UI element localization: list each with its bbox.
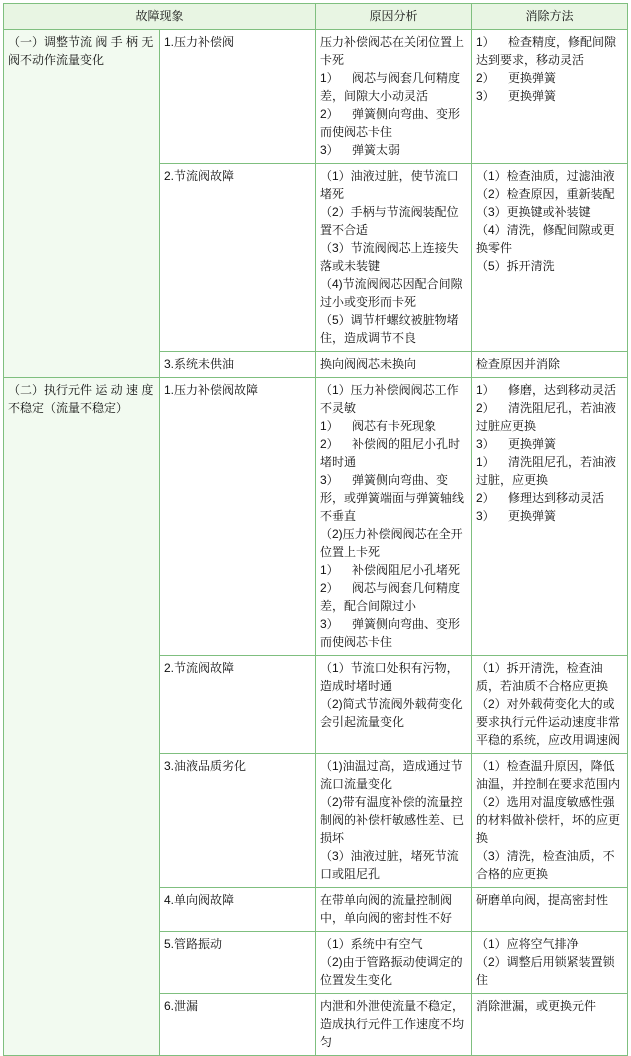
fix-cell (472, 994, 628, 1056)
subitem-cell: 3.系统未供油 (160, 352, 316, 378)
category-cell: （一）调整节流 阀 手 柄 无阀不动作流量变化 (4, 30, 160, 378)
cause-line: （2)带有温度补偿的流量控制阀的补偿杆敏感性差、已损坏 (320, 795, 465, 845)
cause-cell (316, 656, 472, 754)
column-header-cause: 原因分析 (316, 4, 472, 30)
fix-cell (472, 352, 628, 378)
table-body (4, 30, 628, 1056)
fix-cell (472, 656, 628, 754)
fix-line: 2） 清洗阻尼孔，若油液过脏应更换 (476, 401, 617, 433)
fix-cell (472, 932, 628, 994)
cause-line: （3）节流阀阀芯上连接失落或未装键 (320, 241, 459, 273)
cause-line: 1） 补偿阀阻尼小孔堵死 (320, 563, 461, 577)
cause-line: （1)油温过高，造成通过节流口流量变化 (320, 759, 463, 791)
table-row (4, 378, 628, 656)
cause-cell (316, 352, 472, 378)
fix-line: 检查原因并消除 (476, 357, 561, 371)
cause-line: （2)压力补偿阀阀芯在全开位置上卡死 (320, 527, 463, 559)
column-header-fix: 消除方法 (472, 4, 628, 30)
fix-line: 1） 清洗阻尼孔，若油液过脏，应更换 (476, 455, 617, 487)
cause-line: 3） 弹簧侧向弯曲、变形而使阀芯卡住 (320, 617, 461, 649)
fix-line: （2）检查原因，重新装配 (476, 187, 615, 201)
cause-line: （1）节流口处积有污物，造成时堵时通 (320, 661, 459, 693)
fix-line: （2）选用对温度敏感性强的材料做补偿杆，坏的应更换 (476, 795, 621, 845)
fix-line: （5）拆开清洗 (476, 259, 555, 273)
cause-cell (316, 888, 472, 932)
fix-line: 1） 检查精度，修配间隙达到要求，移动灵活 (476, 35, 617, 67)
fix-line: （3）清洗，检查油质，不合格的应更换 (476, 849, 615, 881)
column-header-phenomenon: 故障现象 (4, 4, 316, 30)
cause-line: （2）手柄与节流阀装配位置不合适 (320, 205, 459, 237)
cause-line: 换向阀阀芯未换向 (320, 357, 417, 371)
subitem-cell: 6.泄漏 (160, 994, 316, 1056)
cause-line: （1）压力补偿阀阀芯工作不灵敏 (320, 383, 459, 415)
fault-analysis-table (3, 3, 628, 1056)
fix-line: 研磨单向阀，提高密封性 (476, 893, 609, 907)
subitem-cell: 2.节流阀故障 (160, 656, 316, 754)
cause-line: （1）系统中有空气 (320, 937, 423, 951)
cause-line: 压力补偿阀芯在关闭位置上卡死 (320, 35, 465, 67)
fix-line: （1）拆开清洗，检查油质，若油质不合格应更换 (476, 661, 609, 693)
fix-line: （3）更换键或补装键 (476, 205, 591, 219)
cause-line: （5）调节杆螺纹被脏物堵住，造成调节不良 (320, 313, 459, 345)
cause-cell (316, 932, 472, 994)
document-page (0, 3, 631, 1056)
fix-line: （2）对外载荷变化大的或要求执行元件运动速度非常平稳的系统，应改用调速阀 (476, 697, 621, 747)
cause-cell (316, 30, 472, 164)
cause-cell (316, 164, 472, 352)
fix-line: （1）应将空气排净 (476, 937, 579, 951)
cause-line: （2)简式节流阀外载荷变化会引起流量变化 (320, 697, 463, 729)
fix-line: 3） 更换弹簧 (476, 437, 557, 451)
cause-line: （4)节流阀阀芯因配合间隙过小或变形而卡死 (320, 277, 463, 309)
fix-line: （2）调整后用锁紧装置锁住 (476, 955, 615, 987)
fix-line: （4）清洗，修配间隙或更换零件 (476, 223, 615, 255)
cause-line: 在带单向阀的流量控制阀中，单向阀的密封性不好 (320, 893, 453, 925)
cause-line: 1） 阀芯与阀套几何精度差，间隙大小动灵活 (320, 71, 461, 103)
fix-line: 3） 更换弹簧 (476, 89, 557, 103)
fix-line: 1） 修磨，达到移动灵活 (476, 383, 617, 397)
cause-line: （2)由于管路振动使调定的位置发生变化 (320, 955, 463, 987)
fix-cell (472, 888, 628, 932)
subitem-cell: 5.管路振动 (160, 932, 316, 994)
fix-cell (472, 30, 628, 164)
table-row (4, 30, 628, 164)
cause-line: 2） 阀芯与阀套几何精度差，配合间隙过小 (320, 581, 461, 613)
subitem-cell: 1.压力补偿阀 (160, 30, 316, 164)
fix-line: （1）检查油质，过滤油液 (476, 169, 615, 183)
cause-line: （3）油液过脏，堵死节流口或阻尼孔 (320, 849, 459, 881)
cause-line: 3） 弹簧侧向弯曲、变形，或弹簧端面与弹簧轴线不垂直 (320, 473, 465, 523)
category-cell: （二）执行元件 运 动 速 度不稳定（流量不稳定） (4, 378, 160, 1056)
fix-line: 消除泄漏，或更换元件 (476, 999, 597, 1013)
fix-cell (472, 754, 628, 888)
table-header-row (4, 4, 628, 30)
cause-line: 内泄和外泄使流量不稳定，造成执行元件工作速度不均匀 (320, 999, 465, 1049)
cause-cell (316, 378, 472, 656)
fix-cell (472, 378, 628, 656)
subitem-cell: 2.节流阀故障 (160, 164, 316, 352)
cause-line: 2） 弹簧侧向弯曲、变形而使阀芯卡住 (320, 107, 461, 139)
cause-line: 2） 补偿阀的阻尼小孔时堵时通 (320, 437, 461, 469)
fix-line: （1）检查温升原因，降低油温，并控制在要求范围内 (476, 759, 621, 791)
cause-line: （1）油液过脏，使节流口堵死 (320, 169, 459, 201)
fix-line: 2） 更换弹簧 (476, 71, 557, 85)
fix-line: 2） 修理达到移动灵活 (476, 491, 605, 505)
fix-cell (472, 164, 628, 352)
cause-line: 1） 阀芯有卡死现象 (320, 419, 437, 433)
subitem-cell: 4.单向阀故障 (160, 888, 316, 932)
cause-cell (316, 754, 472, 888)
subitem-cell: 1.压力补偿阀故障 (160, 378, 316, 656)
table-header (4, 4, 628, 30)
cause-cell (316, 994, 472, 1056)
subitem-cell: 3.油液品质劣化 (160, 754, 316, 888)
fix-line: 3） 更换弹簧 (476, 509, 557, 523)
cause-line: 3） 弹簧太弱 (320, 143, 401, 157)
